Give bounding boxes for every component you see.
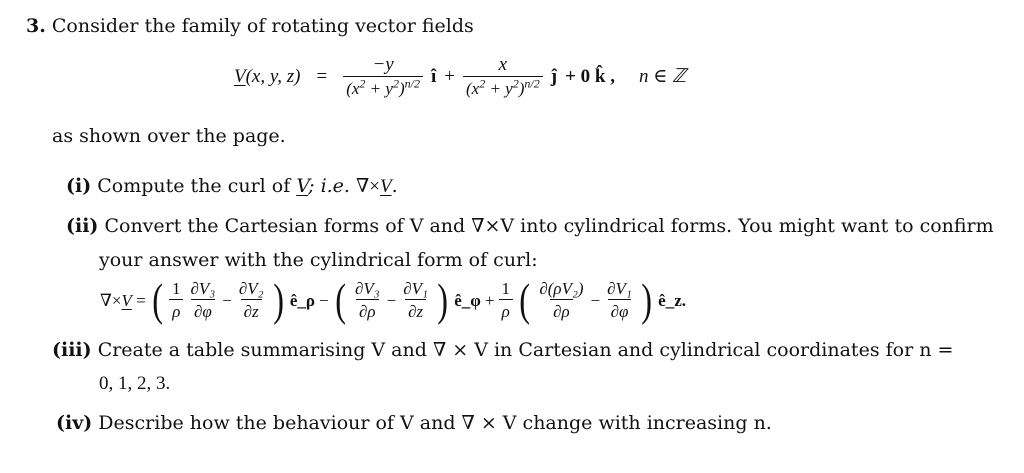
curl-lhs: ∇×V = [100, 290, 146, 310]
equation-lhs: V(x, y, z) [234, 65, 301, 87]
part-i-text-after: . [391, 175, 398, 197]
part-i: (i) Compute the curl of V; i.e. ∇×V. [66, 175, 398, 197]
e-phi: ê_φ [454, 290, 481, 310]
e-rho: ê_ρ [289, 290, 316, 310]
part-ii-label: (ii) [66, 215, 99, 237]
part-iii-line1 [52, 341, 953, 360]
i-numerator: −y [372, 54, 394, 75]
frac-1-over-rho-2: $\frac{1}{\rho}$ [499, 280, 514, 320]
domain-condition: n ∈ ℤ [638, 65, 687, 87]
curl-formula: ∇×V = ( $\frac{1}{\rho}$ $\frac{\text{∂V₃}}{\partial\varphi}$ − $\frac{\text{∂V₂}}{\partial z}$ ) ê_ρ − ( $\frac{\text{∂V₃}}{\partial\rho}$ − $\frac{\text{∂V₁}}{\partial z}$ ) ê_φ + $\frac{1}{\rho}$ ( $\frac{\text{∂(ρV₂)}}{\partial\rho}$ − $\frac{\text{∂V₁}}{\partial\varphi}$ ) ê_z. [100, 273, 686, 325]
part-iii-label: (iii) [52, 339, 92, 361]
equals-sign: = [316, 65, 328, 87]
i-hat: î [430, 65, 437, 87]
question-header [26, 17, 474, 36]
frac-dV1-dz: $\frac{\text{∂V₁}}{\partial z}$ [403, 279, 428, 321]
part-ii-line1 [66, 217, 994, 236]
frac-dV3-drho: $\frac{\text{∂V₃}}{\partial\rho}$ [354, 279, 380, 321]
i-component-fraction [343, 55, 423, 97]
part-iii-line2: 0, 1, 2, 3. [99, 373, 171, 394]
after-equation-text: as shown over the page. [52, 125, 286, 147]
part-i-text-before: Compute the curl of [97, 175, 291, 197]
question-intro: Consider the family of rotating vector fields [51, 15, 474, 37]
i-denominator: $(x^2 + y^2)^{n/2}$ [343, 76, 423, 97]
e-z: ê_z. [658, 290, 686, 310]
frac-dV3-dphi: $\frac{\text{∂V₃}}{\partial\varphi}$ [190, 279, 216, 321]
frac-d-rhoV2-drho: $\frac{\text{∂(ρV₂)}}{\partial\rho}$ [539, 279, 584, 321]
frac-dV2-dz: $\frac{\text{∂V₂}}{\partial z}$ [238, 279, 264, 321]
j-denominator: $(x^2 + y^2)^{n/2}$ [463, 76, 543, 97]
part-ii-line2: your answer with the cylindrical form of curl: [99, 249, 538, 271]
part-iv-text: Describe how the behaviour of V and ∇ × V change with increasing n. [98, 412, 772, 434]
j-hat: ĵ [550, 65, 558, 87]
frac-dV1-dphi: $\frac{\text{∂V₁}}{\partial\varphi}$ [607, 279, 632, 321]
part-i-label: (i) [66, 175, 92, 197]
frac-1-over-rho: $\frac{1}{\rho}$ [169, 280, 184, 320]
question-number: 3. [26, 15, 46, 37]
j-component-fraction [463, 55, 543, 97]
vector-field-equation [234, 55, 686, 97]
j-numerator: x [498, 54, 508, 75]
part-iv-label: (iv) [56, 412, 93, 434]
part-iii-text-line1: Create a table summarising V and ∇ × V in Cartesian and cylindrical coordinates for n = [97, 339, 954, 361]
k-term: + 0 k̂ , [565, 65, 615, 87]
part-ii-text-line1: Convert the Cartesian forms of V and ∇×V into cylindrical forms. You might want to confirm [104, 215, 994, 237]
part-iv [56, 414, 772, 433]
plus-sign: + [444, 65, 455, 87]
part-i-text-middle: ; i.e. [308, 175, 350, 197]
